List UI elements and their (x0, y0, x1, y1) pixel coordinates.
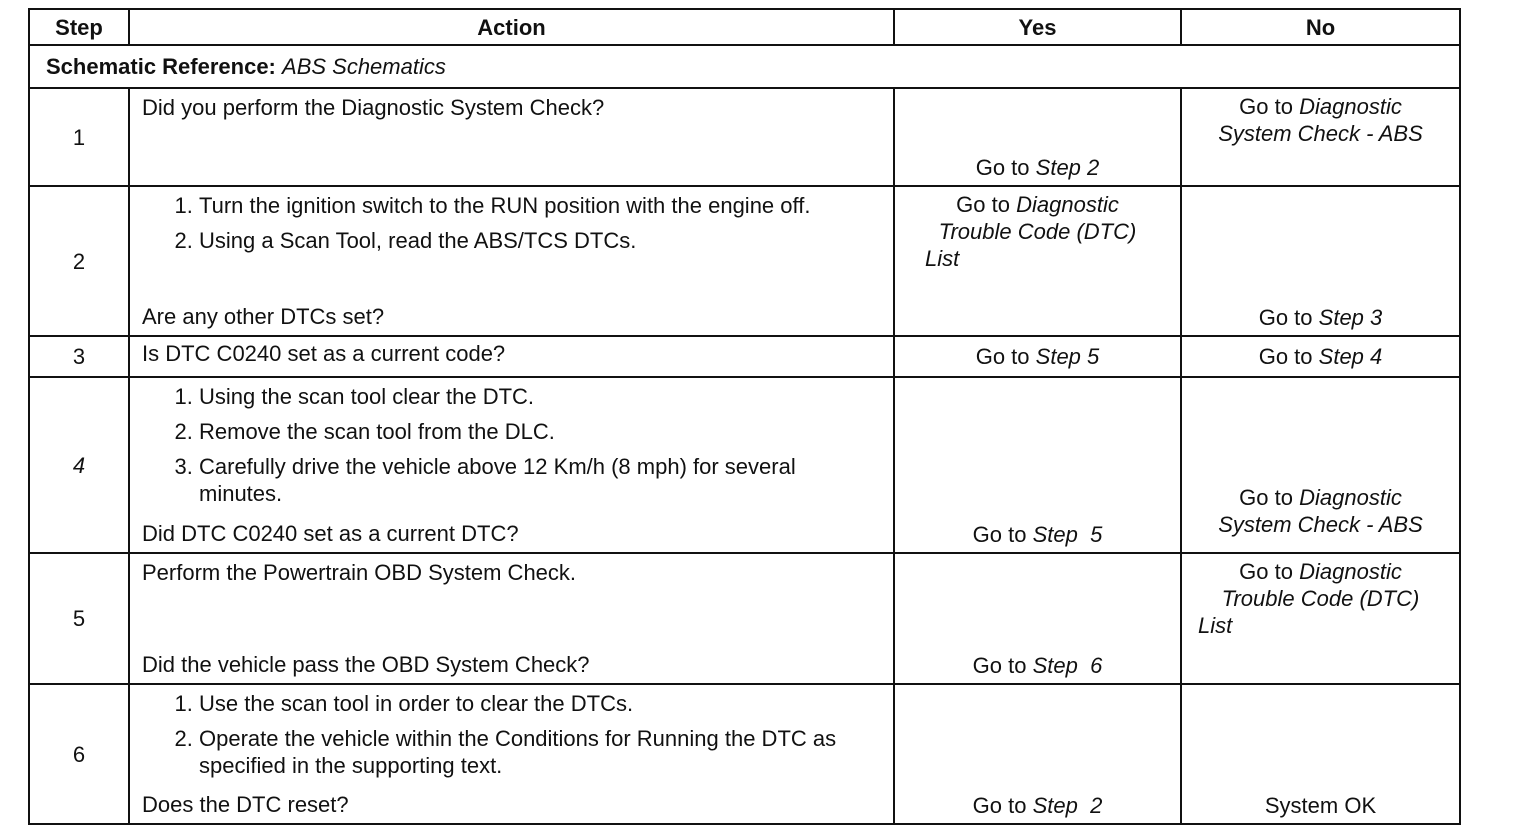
goto-target: Step 5 (1035, 344, 1100, 369)
step-number: 5 (29, 553, 129, 684)
goto-target-line2: Trouble Code (DTC) (938, 219, 1137, 244)
instruction-list (142, 690, 881, 787)
header-no: No (1181, 9, 1460, 45)
instruction-item: 1. Turn the ignition switch to the RUN position with the engine off. (199, 192, 881, 219)
goto-label: Go to (1258, 305, 1313, 330)
goto-target: Step 6 (1032, 653, 1103, 678)
action-cell (129, 377, 894, 553)
no-cell (1181, 377, 1460, 553)
action-cell (129, 88, 894, 186)
goto-target: Diagnostic (1299, 485, 1402, 510)
header-step: Step (29, 9, 129, 45)
goto-label: Go to (1258, 344, 1313, 369)
question-text: Is DTC C0240 set as a current code? (142, 341, 506, 366)
instruction-list (142, 383, 881, 515)
diagnostic-table (28, 8, 1461, 825)
goto-label: Go to (972, 522, 1027, 547)
action-cell (129, 186, 894, 336)
yes-goto (903, 792, 1172, 819)
question-text: Did the vehicle pass the OBD System Check? (142, 652, 590, 677)
table-row (29, 553, 1460, 684)
no-goto (1190, 484, 1451, 511)
step-number: 3 (29, 336, 129, 377)
instruction-item: 1. Use the scan tool in order to clear the DTCs. (199, 690, 881, 717)
goto-label: Go to (1239, 94, 1293, 119)
no-goto (1190, 343, 1451, 370)
instruction-item: 2. Using a Scan Tool, read the ABS/TCS DTCs. (199, 227, 881, 254)
question-text: Does the DTC reset? (142, 792, 349, 817)
no-goto (1190, 93, 1451, 120)
instruction-item: 3. Carefully drive the vehicle above 12 Km/h (8 mph) for several minutes. (199, 453, 881, 507)
goto-target: Diagnostic (1016, 192, 1119, 217)
no-result: System OK (1264, 793, 1377, 818)
yes-cell (894, 186, 1181, 336)
no-cell (1181, 88, 1460, 186)
yes-cell (894, 553, 1181, 684)
header-yes: Yes (894, 9, 1181, 45)
goto-target: Diagnostic (1299, 559, 1402, 584)
reference-value: ABS Schematics (282, 54, 446, 79)
step-number: 4 (29, 377, 129, 553)
action-cell (129, 336, 894, 377)
yes-goto (903, 521, 1172, 548)
goto-label: Go to (975, 155, 1030, 180)
step-number: 6 (29, 684, 129, 824)
no-cell (1181, 684, 1460, 824)
instruction-item: 2. Remove the scan tool from the DLC. (199, 418, 881, 445)
goto-target: Step 4 (1318, 344, 1383, 369)
goto-target: Step 2 (1032, 793, 1103, 818)
question-text: Did DTC C0240 set as a current DTC? (142, 521, 519, 546)
no-goto (1190, 304, 1451, 331)
yes-cell (894, 684, 1181, 824)
step-number: 1 (29, 88, 129, 186)
no-cell (1181, 336, 1460, 377)
no-goto (1190, 558, 1451, 585)
instruction-item: 2. Operate the vehicle within the Conditions for Running the DTC as specified in the supporting text. (199, 725, 881, 779)
goto-label: Go to (972, 793, 1027, 818)
header-row (29, 9, 1460, 45)
reference-row (29, 45, 1460, 88)
yes-goto (903, 343, 1172, 370)
goto-target-line3: List (1198, 613, 1233, 638)
goto-target-line2: Trouble Code (DTC) (1221, 586, 1420, 611)
goto-label: Go to (975, 344, 1030, 369)
table-row (29, 377, 1460, 553)
goto-target-line2: System Check - ABS (1218, 512, 1423, 537)
goto-target: Diagnostic (1299, 94, 1402, 119)
goto-target: Step 5 (1032, 522, 1103, 547)
question-text: Did you perform the Diagnostic System Check? (142, 95, 605, 120)
yes-goto (903, 652, 1172, 679)
yes-cell (894, 336, 1181, 377)
goto-target: Step 2 (1035, 155, 1100, 180)
action-cell (129, 684, 894, 824)
action-cell (129, 553, 894, 684)
yes-goto (903, 191, 1172, 218)
step-number: 2 (29, 186, 129, 336)
goto-label: Go to (972, 653, 1027, 678)
goto-target: Step 3 (1318, 305, 1383, 330)
no-cell (1181, 553, 1460, 684)
table-row (29, 186, 1460, 336)
reference-label: Schematic Reference: (46, 54, 276, 79)
yes-goto (903, 154, 1172, 181)
goto-target-line3: List (925, 246, 960, 271)
no-cell (1181, 186, 1460, 336)
goto-label: Go to (1239, 485, 1293, 510)
table-row (29, 336, 1460, 377)
lead-text: Perform the Powertrain OBD System Check. (142, 560, 577, 585)
table-row (29, 684, 1460, 824)
instruction-item: 1. Using the scan tool clear the DTC. (199, 383, 881, 410)
goto-label: Go to (956, 192, 1010, 217)
yes-cell (894, 88, 1181, 186)
header-action: Action (129, 9, 894, 45)
instruction-list (142, 192, 881, 262)
schematic-reference (29, 45, 1460, 88)
goto-target-line2: System Check - ABS (1218, 121, 1423, 146)
goto-label: Go to (1239, 559, 1293, 584)
question-text: Are any other DTCs set? (142, 304, 385, 329)
table-row (29, 88, 1460, 186)
yes-cell (894, 377, 1181, 553)
